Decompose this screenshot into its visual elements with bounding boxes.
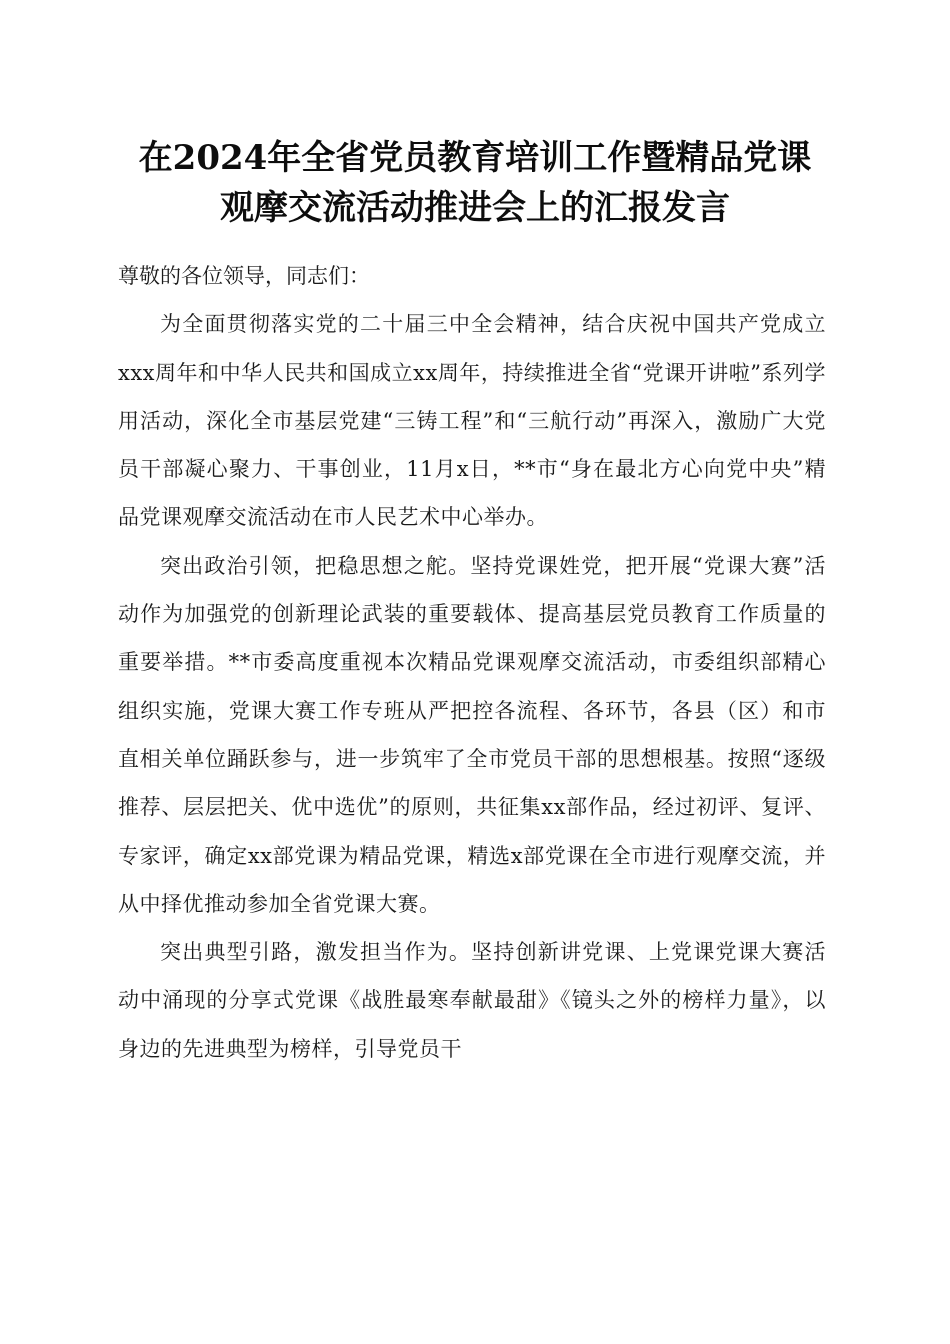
title-line-2: 观摩交流活动推进会上的汇报发言 bbox=[220, 188, 730, 228]
document-title bbox=[100, 133, 850, 233]
title-line-1: 在2024年全省党员教育培训工作暨精品党课 bbox=[138, 138, 812, 178]
paragraph-political-guidance: 突出政治引领，把稳思想之舵。坚持党课姓党，把开展“党课大赛”活动作为加强党的创新理论武装的重要载体、提高基层党员教育工作质量的重要举措。**市委高度重视本次精品党课观摩交流活动，市委组织部精心组织实施，党课大赛工作专班从严把控各流程、各环节，各县（区）和市直相关单位踊跃参与，进一步筑牢了全市党员干部的思想根基。按照“逐级推荐、层层把关、优中选优”的原则，共征集xx部作品，经过初评、复评、专家评，确定xx部党课为精品党课，精选x部党课在全市进行观摩交流，并从中择优推动参加全省党课大赛。 bbox=[118, 553, 826, 916]
salutation: 尊敬的各位领导，同志们： bbox=[118, 264, 370, 288]
paragraph-intro: 为全面贯彻落实党的二十届三中全会精神，结合庆祝中国共产党成立xxx周年和中华人民共和国成立xx周年，持续推进全省“党课开讲啦”系列学用活动，深化全市基层党建“三铸工程”和“三航行动”再深入，激励广大党员干部凝心聚力、干事创业，11月x日，**市“身在最北方心向党中央”精品党课观摩交流活动在市人民艺术中心举办。 bbox=[118, 312, 826, 530]
paragraph-model-guidance: 突出典型引路，激发担当作为。坚持创新讲党课、上党课党课大赛活动中涌现的分享式党课《战胜最寒奉献最甜》《镜头之外的榜样力量》，以身边的先进典型为榜样，引导党员干 bbox=[118, 940, 826, 1061]
document-body bbox=[118, 252, 826, 1073]
